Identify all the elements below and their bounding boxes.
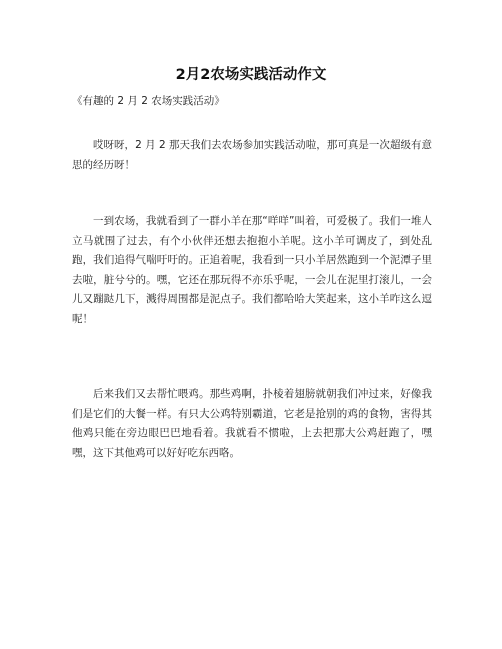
document-title: 2月2农场实践活动作文 [175,67,327,83]
document-subtitle: 《有趣的 2 月 2 农场实践活动》 [72,95,225,107]
paragraph-intro: 哎呀呀，2 月 2 那天我们去农场参加实践活动啦，那可真是一次超级有意思的经历呀！ [72,139,432,171]
paragraph-sheep: 一到农场，我就看到了一群小羊在那“咩咩”叫着，可爱极了。我们一堆人立马就围了过去，有个小伙伴还想去抱抱小羊呢。这小羊可调皮了，到处乱跑，我们追得气喘吁吁的。正追着呢，我看到一只小羊居然跑到一个泥潭子里去啦，脏兮兮的。嘿，它还在那玩得不亦乐乎呢，一会儿在泥里打滚儿，一会儿又蹦跶几下，溅得周围都是泥点子。我们都哈哈大笑起来，这小羊咋这么逗呢！ [72,215,432,325]
paragraph-chickens: 后来我们又去帮忙喂鸡。那些鸡啊，扑棱着翅膀就朝我们冲过来，好像我们是它们的大餐一样。有只大公鸡特别霸道，它老是抢别的鸡的食物，害得其他鸡只能在旁边眼巴巴地看着。我就看不惯啦，上去把那大公鸡赶跑了，嘿嘿，这下其他鸡可以好好吃东西咯。 [72,388,432,459]
